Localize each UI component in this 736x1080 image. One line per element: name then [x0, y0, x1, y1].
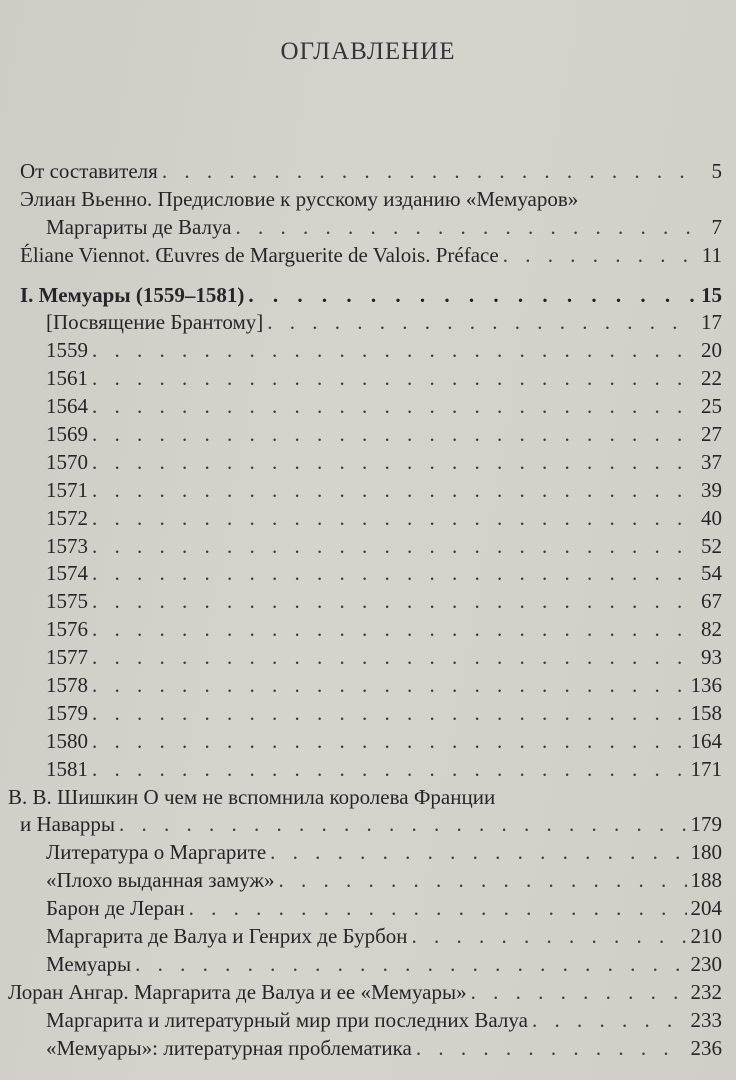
toc-entry[interactable]	[0, 158, 736, 186]
toc-entry[interactable]	[0, 923, 736, 951]
section-gap	[0, 270, 736, 282]
toc-entry[interactable]	[0, 309, 736, 337]
toc-entry[interactable]	[0, 644, 736, 672]
toc-leader-dots	[92, 644, 694, 672]
toc-entry[interactable]	[0, 449, 736, 477]
toc-page-number: 27	[701, 422, 722, 447]
toc-entry[interactable]	[0, 839, 736, 867]
toc-entry[interactable]	[0, 867, 736, 895]
toc-entry[interactable]	[0, 700, 736, 728]
toc-leader-dots	[92, 393, 694, 421]
toc-entry[interactable]	[0, 756, 736, 784]
toc-entry[interactable]	[0, 214, 736, 242]
toc-entry-title: «Плохо выданная замуж»	[46, 868, 275, 893]
toc-entry-title: 1569	[46, 422, 88, 447]
toc-page-number: 179	[690, 812, 722, 837]
toc-entry-title: Элиан Вьенно. Предисловие к русскому изданию «Мемуаров»	[20, 186, 579, 211]
toc-entry[interactable]	[0, 533, 736, 561]
toc-entry-title: Барон де Леран	[46, 896, 185, 921]
toc-page-number: 52	[701, 533, 722, 558]
toc-entry[interactable]	[0, 477, 736, 505]
toc-entry-title: Маргариты де Валуа	[46, 214, 232, 239]
toc-entry[interactable]	[0, 811, 736, 839]
toc-entry[interactable]	[0, 672, 736, 700]
toc-entry[interactable]	[0, 242, 736, 270]
toc-entry-title: [Посвящение Брантому]	[46, 310, 264, 335]
toc-leader-dots	[92, 337, 694, 365]
toc-leader-dots	[92, 672, 687, 700]
toc-leader-dots	[416, 1035, 687, 1063]
toc-entry-title: 1577	[46, 645, 88, 670]
toc-page-number: 210	[690, 924, 722, 949]
toc-leader-dots	[471, 979, 687, 1007]
toc-entry-title: 1575	[46, 589, 88, 614]
toc-leader-dots	[92, 700, 687, 728]
toc-entry-title: 1578	[46, 673, 88, 698]
toc-page-number: 204	[690, 896, 722, 921]
toc-leader-dots	[92, 616, 694, 644]
toc-leader-dots	[119, 811, 686, 839]
toc-entry-title: Литература о Маргарите	[46, 840, 267, 865]
toc-page-number: 54	[701, 561, 722, 586]
toc-entry-title: Лоран Ангар. Маргарита де Валуа и ее «Мемуары»	[8, 979, 467, 1004]
toc-entry[interactable]	[0, 1035, 736, 1063]
toc-page-number: 136	[690, 673, 722, 698]
toc-entry[interactable]	[0, 951, 736, 979]
toc-leader-dots	[92, 365, 694, 393]
toc-leader-dots	[162, 158, 694, 186]
toc-entry[interactable]	[0, 616, 736, 644]
toc-entry[interactable]	[0, 784, 736, 812]
toc-entry-title: Маргарита де Валуа и Генрих де Бурбон	[46, 924, 408, 949]
toc-entry[interactable]	[0, 186, 736, 214]
toc-page-number: 180	[690, 840, 722, 865]
toc-page-number: 15	[701, 282, 722, 307]
toc-entry[interactable]	[0, 588, 736, 616]
toc-leader-dots	[248, 282, 694, 310]
toc-entry[interactable]	[0, 337, 736, 365]
toc-page-number: 82	[701, 617, 722, 642]
toc-entry[interactable]	[0, 979, 736, 1007]
toc-entry-title: 1571	[46, 477, 88, 502]
toc-leader-dots	[135, 951, 686, 979]
toc-page-number: 39	[701, 477, 722, 502]
toc-page-number: 20	[701, 338, 722, 363]
toc-entry-title: 1579	[46, 700, 88, 725]
toc-leader-dots	[92, 756, 687, 784]
toc-page-number: 232	[690, 979, 722, 1004]
toc-page-number: 236	[690, 1035, 722, 1060]
toc-entry-title: 1574	[46, 561, 88, 586]
toc-entry-title: В. В. Шишкин О чем не вспомнила королева Франции	[8, 784, 496, 809]
toc-leader-dots	[412, 923, 687, 951]
toc-entry-title: Маргарита и литературный мир при последних Валуа	[46, 1007, 528, 1032]
toc-entry-title: 1581	[46, 756, 88, 781]
toc-leader-dots	[92, 560, 694, 588]
toc-entry-title: 1573	[46, 533, 88, 558]
toc-leader-dots	[92, 477, 694, 505]
toc-page-number: 40	[701, 505, 722, 530]
toc-entry-title: 1561	[46, 366, 88, 391]
toc-leader-dots	[92, 533, 694, 561]
toc-page-number: 37	[701, 449, 722, 474]
page-title: ОГЛАВЛЕНИЕ	[280, 38, 456, 65]
toc-entry[interactable]	[0, 421, 736, 449]
toc-entry-title: I. Мемуары (1559–1581)	[20, 282, 245, 307]
toc-leader-dots	[92, 421, 694, 449]
toc-leader-dots	[92, 728, 687, 756]
toc-entry-title: Мемуары	[46, 951, 132, 976]
toc-page-number: 164	[690, 728, 722, 753]
toc-page-number: 230	[690, 951, 722, 976]
toc-page-number: 22	[701, 366, 722, 391]
toc-leader-dots	[92, 449, 694, 477]
toc-leader-dots	[189, 895, 687, 923]
toc-leader-dots	[236, 214, 695, 242]
toc-page-number: 93	[701, 645, 722, 670]
toc-page-number: 188	[690, 868, 722, 893]
toc-entry-title: 1572	[46, 505, 88, 530]
toc-entry-title: От составителя	[20, 159, 158, 183]
toc-page-number: 233	[690, 1007, 722, 1032]
toc-page-number: 5	[711, 159, 722, 183]
toc-page-number: 17	[701, 310, 722, 335]
toc-entry-title: 1576	[46, 617, 88, 642]
toc-entry[interactable]	[0, 560, 736, 588]
toc-entry-title: 1570	[46, 449, 88, 474]
toc-leader-dots	[278, 867, 686, 895]
toc-leader-dots	[92, 505, 694, 533]
toc-entry-title: 1564	[46, 394, 88, 419]
toc-page-number: 11	[701, 242, 722, 267]
toc-entry-title: и Наварры	[20, 812, 116, 837]
toc-entry-title: «Мемуары»: литературная проблематика	[46, 1035, 412, 1060]
toc-entry-title: 1580	[46, 728, 88, 753]
table-of-contents	[0, 158, 736, 1063]
toc-leader-dots	[532, 1007, 687, 1035]
toc-page-number: 25	[701, 394, 722, 419]
toc-leader-dots	[267, 309, 694, 337]
toc-page-number: 7	[711, 214, 722, 239]
toc-entry[interactable]	[0, 728, 736, 756]
toc-entry[interactable]	[0, 1007, 736, 1035]
toc-entry[interactable]	[0, 505, 736, 533]
toc-entry[interactable]	[0, 365, 736, 393]
toc-leader-dots	[92, 588, 694, 616]
toc-entry[interactable]	[0, 895, 736, 923]
toc-entry-title: 1559	[46, 338, 88, 363]
toc-page-number: 171	[690, 756, 722, 781]
toc-leader-dots	[270, 839, 686, 867]
toc-leader-dots	[503, 242, 694, 270]
toc-entry-title: Éliane Viennot. Œuvres de Marguerite de Valois. Préface	[20, 242, 499, 267]
toc-entry[interactable]	[0, 282, 736, 310]
toc-page-number: 67	[701, 589, 722, 614]
toc-entry[interactable]	[0, 393, 736, 421]
toc-page-number: 158	[690, 700, 722, 725]
